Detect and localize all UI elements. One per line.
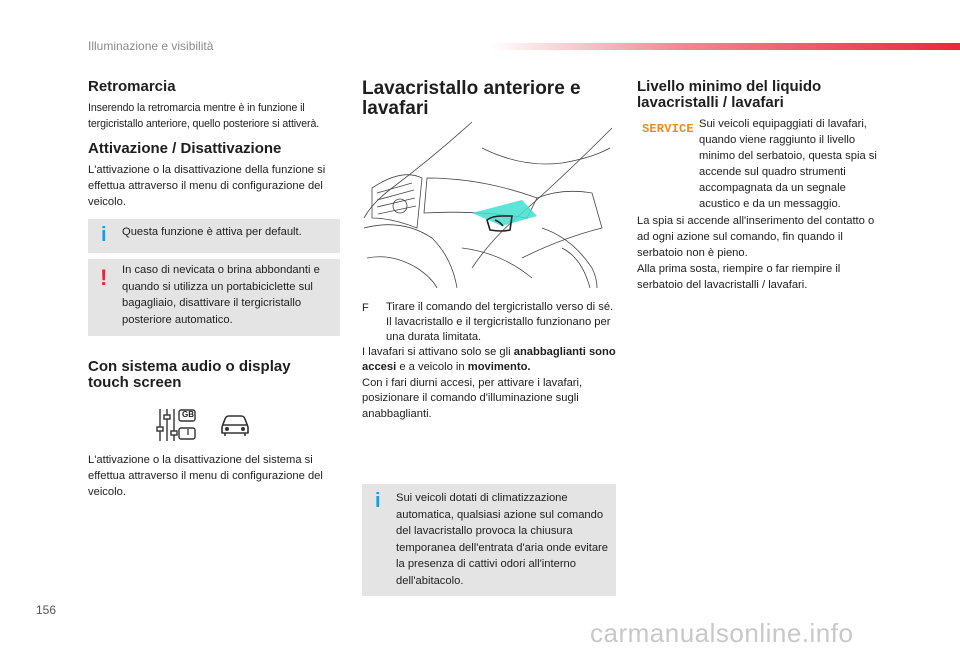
page-number: 156 <box>36 603 57 617</box>
car-front-illustration <box>362 118 616 288</box>
livello-para-2: Alla prima sosta, riempire o far riempire il serbatoio del lavacristalli / lavafari. <box>637 263 841 291</box>
audio-heading-line2: touch screen <box>88 374 182 391</box>
lavacristallo-heading-line1: Lavacristallo anteriore e <box>362 78 581 99</box>
warning-icon: ! <box>100 265 108 290</box>
info-box-climate <box>362 484 616 596</box>
retromarcia-text: Inserendo la retromarcia mentre è in funzione il tergicristallo anteriore, quello posteriore si attiverà. <box>88 102 320 130</box>
attivazione-text: L'attivazione o la disattivazione della funzione si effettua attraverso il menu di configurazione del veicolo. <box>88 164 326 208</box>
livello-heading <box>637 79 821 111</box>
settings-sliders-icon <box>155 407 200 443</box>
badge-gb: GB <box>182 410 194 419</box>
info-box-default <box>88 219 340 253</box>
audio-heading <box>88 359 291 391</box>
info-icon: i <box>101 224 107 246</box>
livello-para-1: La spia si accende all'inserimento del contatto o ad ogni azione sul comando, fin quando il serbatoio non è pieno. <box>637 215 875 259</box>
bullet-arrow-icon: F <box>362 302 369 314</box>
livello-heading-line2: lavacristalli / lavafari <box>637 94 784 111</box>
para-bold-2: movimento. <box>467 361 531 374</box>
warning-box <box>88 259 340 336</box>
lavacristallo-instructions <box>362 300 616 422</box>
section-header: Illuminazione e visibilità <box>88 39 214 53</box>
audio-text: L'attivazione o la disattivazione del sistema si effettua attraverso il menu di configurazione del veicolo. <box>88 454 323 498</box>
para-text-1: I lavafari si attivano solo se gli <box>362 346 514 358</box>
washer-spray-highlight <box>472 200 537 226</box>
lavacristallo-heading <box>362 79 581 119</box>
badge-i: I <box>186 428 190 437</box>
info-box-climate-text: Sui veicoli dotati di climatizzazione automatica, qualsiasi azione sul comando del lavacristallo provoca la chiusura temporanea dell'entrata d'aria onde evitare la presenza di cattivi odori all'interno dell'abitacolo. <box>396 492 608 587</box>
bullet-text: Tirare il comando del tergicristallo verso di sé. Il lavacristallo e il tergicristallo funzionano per una durata limitata. <box>386 301 614 343</box>
livello-heading-line1: Livello minimo del liquido <box>637 78 822 95</box>
header-accent-bar <box>490 43 960 50</box>
info-box-text: Questa funzione è attiva per default. <box>122 226 302 238</box>
service-warning-icon: SERVICE <box>642 122 694 136</box>
lavafari-paragraph <box>362 345 616 422</box>
audio-heading-line1: Con sistema audio o display <box>88 358 291 375</box>
retromarcia-heading: Retromarcia <box>88 78 176 95</box>
watermark: carmanualsonline.info <box>590 618 854 648</box>
para-text-2: e a veicolo in <box>396 361 468 374</box>
warning-box-text: In caso di nevicata o brina abbondanti e quando si utilizza un portabiciclette sul bagagliaio, disattivare il tergicristallo posteriore automatico. <box>122 264 320 326</box>
service-text: Sui veicoli equipaggiati di lavafari, quando viene raggiunto il livello minimo del serbatoio, questa spia si accende sul quadro strumenti accompagnata da un segnale acustico e da un messaggio. <box>699 118 877 210</box>
lavacristallo-heading-line2: lavafari <box>362 98 429 119</box>
para-bold-1: anabbaglianti sono accesi <box>362 346 616 374</box>
attivazione-heading: Attivazione / Disattivazione <box>88 140 282 157</box>
info-icon: i <box>375 490 381 512</box>
car-icon <box>219 412 251 438</box>
para-text-3: Con i fari diurni accesi, per attivare i lavafari, posizionare il comando d'illuminazione sugli anabbaglianti. <box>362 376 583 420</box>
